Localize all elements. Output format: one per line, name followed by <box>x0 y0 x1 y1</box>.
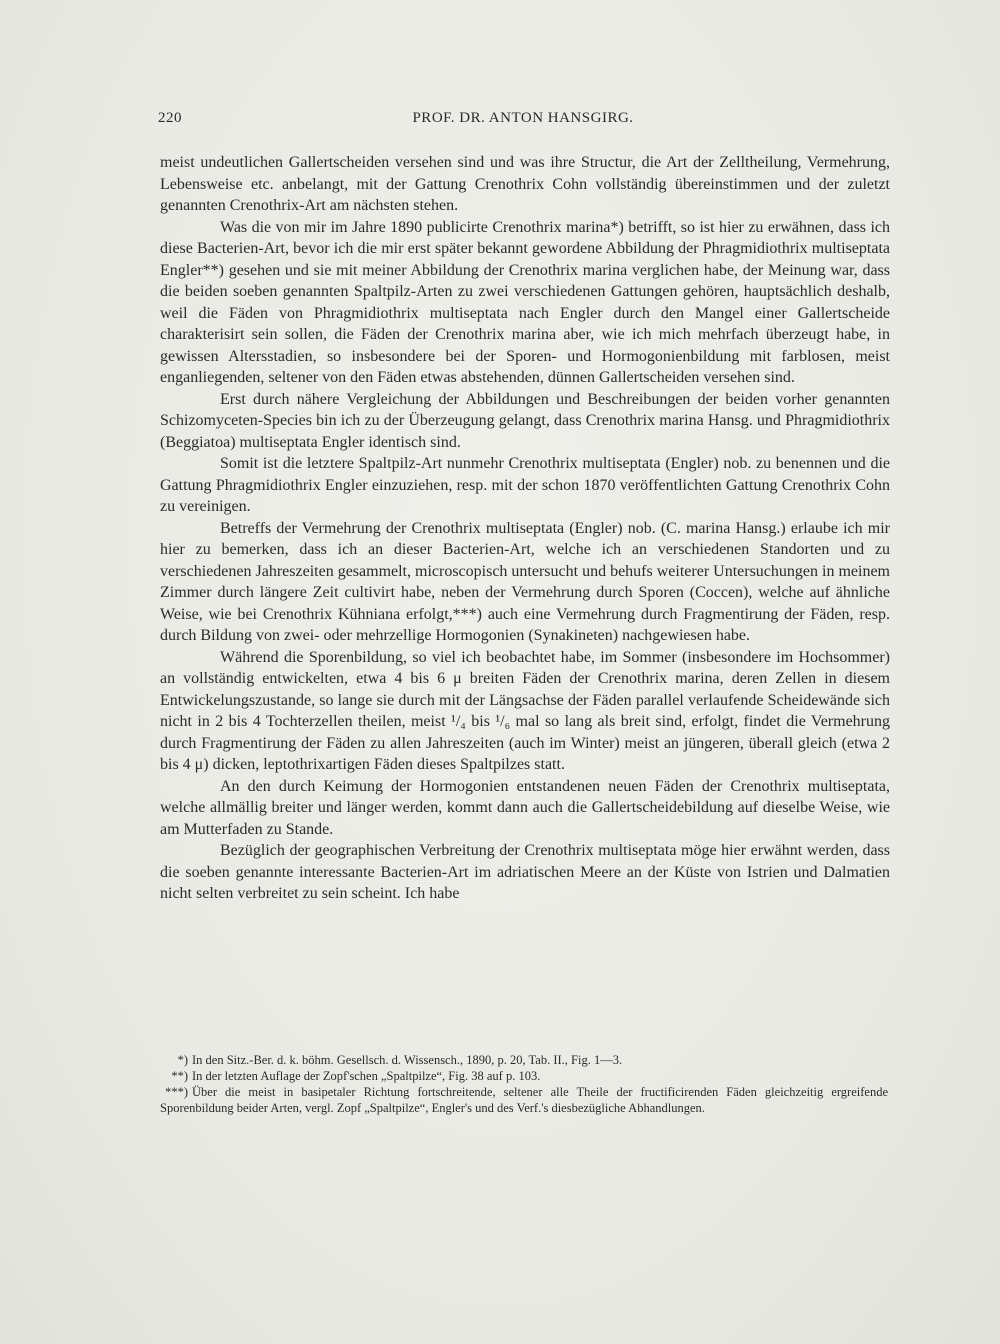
footnotes <box>160 1052 888 1116</box>
paragraph: Somit ist die letztere Spaltpilz-Art nunmehr Crenothrix multiseptata (Engler) nob. zu benennen und die Gattung Phragmidiothrix Engler einzuziehen, resp. mit der schon 1870 veröffentlichten Gattung Crenothrix Cohn zu vereinigen. <box>160 455 890 515</box>
paragraph: Betreffs der Vermehrung der Crenothrix multiseptata (Engler) nob. (C. marina Hansg.) erlaube ich mir hier zu bemerken, dass ich an dieser Bacterien-Art, welche ich an verschiedenen Standorten und zu verschiedenen Jahreszeiten gesammelt, microscopisch untersucht und behufs weiterer Untersuchungen in meinem Zimmer durch längere Zeit cultivirt habe, neben der Vermehrung durch Sporen (Coccen), welche auf ähnliche Weise, wie bei Crenothrix Kühniana erfolgt,***) auch eine Vermehrung durch Fragmentirung der Fäden, resp. durch Bildung von zwei- oder mehrzellige Hormogonien (Synakineten) nachgewiesen habe. <box>160 519 890 644</box>
footnote <box>160 1052 888 1068</box>
paragraph: Erst durch nähere Vergleichung der Abbildungen und Beschreibungen der beiden vorher genannten Schizomyceten-Species bin ich zu der Überzeugung gelangt, dass Crenothrix marina Hansg. und Phragmidiothrix (Beggiatoa) multiseptata Engler identisch sind. <box>160 390 890 451</box>
paragraph: Während die Sporenbildung, so viel ich beobachtet habe, im Sommer (insbesondere im Hochsommer) an vollständig entwickelten, etwa 4 bis 6 μ breiten Fäden der Crenothrix marina, deren Zellen in diesem Entwickelungszustande, so lange sie durch mit der Längsachse der Fäden parallel verlaufende Scheidewände sich nicht in 2 bis 4 Tochterzellen theilen, meist ¹/₄ bis ¹/₆ mal so lang als breit sind, erfolgt, findet die Vermehrung durch Fragmentirung der Fäden zu allen Jahreszeiten (auch im Winter) meist an jüngeren, überall gleich (etwa 2 bis 4 μ) dicken, leptothrixartigen Fäden dieses Spaltpilzes statt. <box>160 648 890 773</box>
running-title: PROF. DR. ANTON HANSGIRG. <box>412 110 634 126</box>
footnote-mark: **) <box>171 1069 188 1083</box>
footnote <box>160 1084 888 1116</box>
paragraph: Was die von mir im Jahre 1890 publicirte Crenothrix marina*) betrifft, so ist hier zu erwähnen, dass ich diese Bacterien-Art, bevor ich die mir erst später bekannt gewordene Abbildung der Phragmidiothrix multiseptata Engler**) gesehen und sie mit meiner Abbildung der Crenothrix marina verglichen habe, der Meinung war, dass die beiden soeben genannten Spaltpilz-Arten zu zwei verschiedenen Gattungen gehören, hauptsächlich deshalb, weil die Fäden von Phragmidiothrix multiseptata nach Engler durch den Mangel einer Gallertscheide charakterisirt sein sollen, die Fäden der Crenothrix marina aber, wie ich mich mehrfach überzeugt habe, in gewissen Altersstadien, so insbesondere bei der Sporen- und Hormogonienbildung mit farblosen, meist enganliegenden, seltener von den Fäden etwas abstehenden, dünnen Gallertscheiden versehen sind. <box>160 218 890 386</box>
footnote-text: In den Sitz.-Ber. d. k. böhm. Gesellsch. d. Wissensch., 1890, p. 20, Tab. II., Fig. 1—3. <box>192 1053 623 1067</box>
paragraph: meist undeutlichen Gallertscheiden versehen sind und was ihre Structur, die Art der Zelltheilung, Vermehrung, Lebensweise etc. anbelangt, mit der Gattung Crenothrix Cohn vollständig übereinstimmen und der zuletzt genannten Crenothrix-Art am nächsten stehen. <box>160 154 890 214</box>
footnote <box>160 1068 888 1084</box>
page-number: 220 <box>158 110 182 126</box>
footnote-mark: ***) <box>165 1085 188 1099</box>
paragraph: Bezüglich der geographischen Verbreitung der Crenothrix multiseptata möge hier erwähnt werden, dass die soeben genannte interessante Bacterien-Art im adriatischen Meere an der Küste von Istrien und Dalmatien nicht selten verbreitet zu sein scheint. Ich habe <box>160 842 890 902</box>
footnote-mark: *) <box>177 1053 188 1067</box>
footnote-text: Über die meist in basipetaler Richtung fortschreitende, seltener alle Theile der fructificirenden Fäden gleichzeitig ergreifende Sporenbildung beider Arten, vergl. Zopf „Spaltpilze“, Engler's und des Verf.'s diesbezügliche Abhandlungen. <box>160 1085 888 1115</box>
paragraph: An den durch Keimung der Hormogonien entstandenen neuen Fäden der Crenothrix multiseptata, welche allmällig breiter und länger werden, kommt dann auch die Gallertscheidebildung auf dieselbe Weise, wie am Mutterfaden zu Stande. <box>160 777 890 838</box>
footnote-text: In der letzten Auflage der Zopf'schen „Spaltpilze“, Fig. 38 auf p. 103. <box>192 1069 541 1083</box>
page-header <box>158 110 888 132</box>
body-text <box>160 152 890 905</box>
